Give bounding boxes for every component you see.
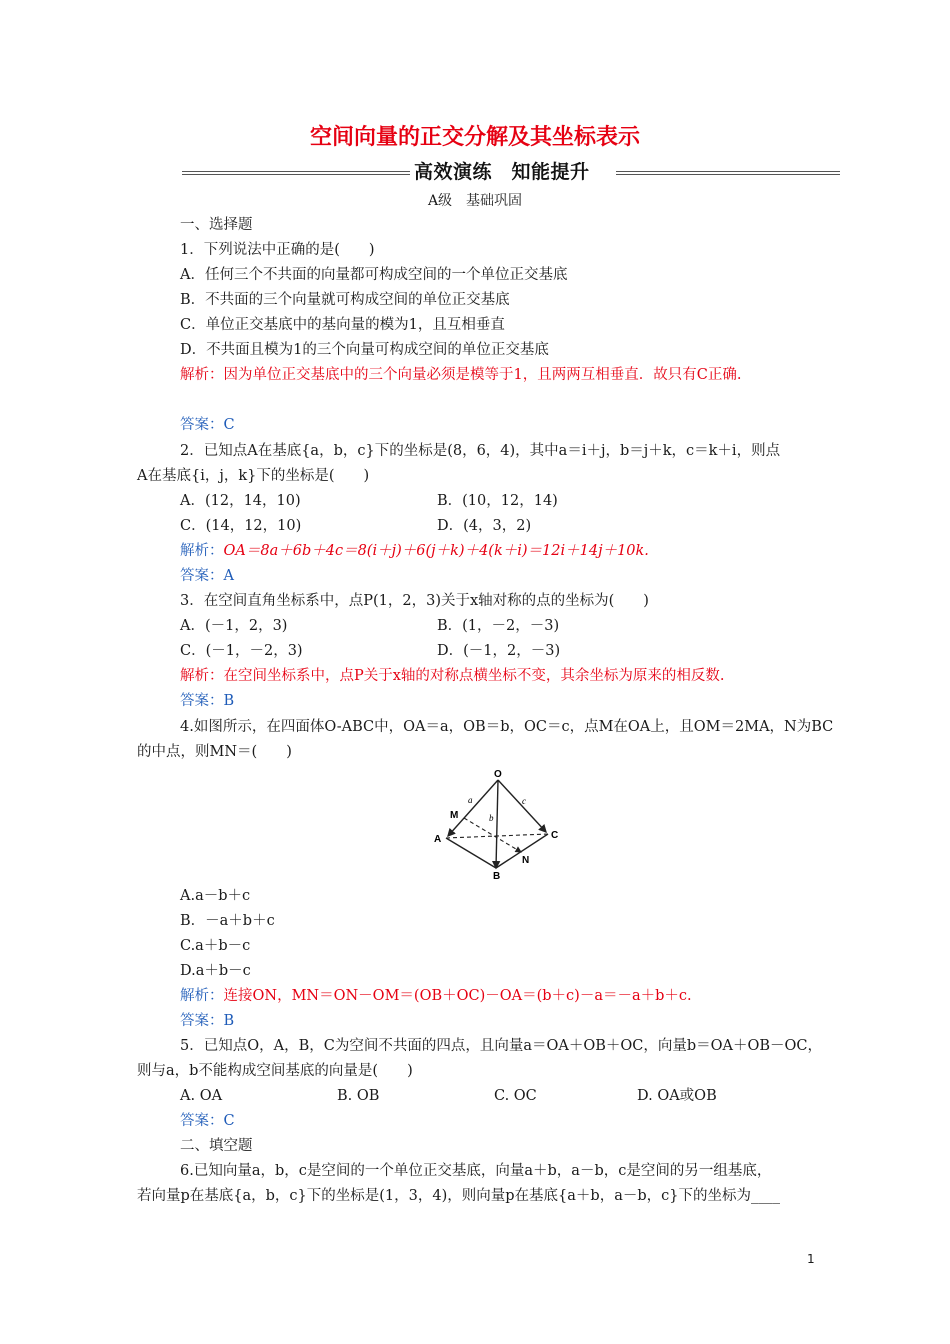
level-heading: A级 基础巩固 xyxy=(427,193,523,209)
q1-answer: 答案：C xyxy=(180,417,235,433)
q4-option-d: D.a＋b－c xyxy=(180,963,251,979)
page-title: 空间向量的正交分解及其坐标表示 xyxy=(309,125,640,150)
tetrahedron-figure xyxy=(430,768,570,880)
question-4-stem-cont: 的中点，则MN＝( ) xyxy=(137,744,292,760)
divider xyxy=(616,174,840,175)
question-5-stem: 5．已知点O，A，B，C为空间不共面的四点，且向量a＝OA＋OB＋OC，向量b＝OA＋OB－OC， xyxy=(180,1038,823,1054)
section-heading: 二、填空题 xyxy=(180,1138,253,1154)
question-2-stem-cont: A在基底{i，j，k}下的坐标是( ) xyxy=(137,468,370,484)
q5-option-b: B. OB xyxy=(337,1088,380,1104)
label-m: M xyxy=(450,810,459,821)
q1-option-b: B．不共面的三个向量就可构成空间的单位正交基底 xyxy=(180,292,510,308)
q1-analysis: 解析：因为单位正交基底中的三个向量必须是模等于1，且两两互相垂直．故只有C正确. xyxy=(180,367,742,383)
q5-option-c: C. OC xyxy=(494,1088,537,1104)
divider xyxy=(182,174,410,175)
label-o: O xyxy=(494,769,502,780)
question-4-stem: 4.如图所示，在四面体O-ABC中，OA＝a，OB＝b，OC＝c，点M在OA上，且OM＝2MA，N为BC xyxy=(180,719,834,735)
q4-analysis xyxy=(180,986,692,1006)
q2-analysis xyxy=(180,541,649,561)
q3-option-c: C．(－1，－2，3) xyxy=(180,643,303,659)
label-vec-c: c xyxy=(522,796,526,806)
q1-option-a: A．任何三个不共面的向量都可构成空间的一个单位正交基底 xyxy=(180,267,568,283)
q5-answer: 答案：C xyxy=(180,1113,235,1129)
divider xyxy=(182,171,410,172)
label-vec-b: b xyxy=(489,813,494,823)
q1-option-d: D．不共面且模为1的三个向量可构成空间的单位正交基底 xyxy=(180,342,549,358)
q2-option-b: B．(10，12，14) xyxy=(437,493,558,509)
label-a: A xyxy=(434,834,442,845)
q2-option-a: A．(12，14，10) xyxy=(180,493,301,509)
analysis-label: 解析： xyxy=(180,543,224,559)
q4-option-b: B．－a＋b＋c xyxy=(180,913,275,929)
q3-option-d: D．(－1，2，－3) xyxy=(437,643,561,659)
q2-option-c: C．(14，12，10) xyxy=(180,518,302,534)
q4-answer: 答案：B xyxy=(180,1013,235,1029)
edge-ob xyxy=(496,780,498,868)
label-vec-a: a xyxy=(468,795,473,805)
label-n: N xyxy=(522,855,530,866)
q3-option-b: B．(1，－2，－3) xyxy=(437,618,560,634)
subtitle: 高效演练 知能提升 xyxy=(414,161,590,183)
q3-option-a: A．(－1，2，3) xyxy=(180,618,288,634)
q2-answer: 答案：A xyxy=(180,568,234,584)
edge-oa xyxy=(448,780,498,836)
q4-option-a: A.a－b＋c xyxy=(180,888,251,904)
question-1-stem: 1．下列说法中正确的是( ) xyxy=(180,242,375,258)
analysis-body: 连接ON，MN＝ON－OM＝(OB＋OC)－OA＝(b＋c)－a＝－a＋b＋c. xyxy=(223,988,692,1004)
section-heading: 一、选择题 xyxy=(180,217,253,233)
edge-ab xyxy=(446,838,496,868)
q5-option-d: D. OA或OB xyxy=(637,1088,717,1104)
question-5-stem-cont: 则与a，b不能构成空间基底的向量是( ) xyxy=(137,1063,413,1079)
edge-oc xyxy=(498,780,546,832)
divider xyxy=(616,171,840,172)
question-6-stem-cont: 若向量p在基底{a，b，c}下的坐标是(1，3，4)，则向量p在基底{a＋b，a－b，c}下的坐标为____ xyxy=(137,1188,780,1204)
q4-option-c: C.a＋b－c xyxy=(180,938,251,954)
subtitle-banner xyxy=(182,157,840,187)
label-b: B xyxy=(493,871,501,880)
analysis-label: 解析： xyxy=(180,988,224,1004)
q3-analysis: 解析：在空间坐标系中，点P关于x轴的对称点横坐标不变，其余坐标为原来的相反数. xyxy=(180,668,725,684)
q2-option-d: D．(4，3，2) xyxy=(437,518,532,534)
analysis-body: OA＝8a＋6b＋4c＝8(i＋j)＋6(j＋k)＋4(k＋i)＝12i＋14j＋10k. xyxy=(223,543,649,559)
q3-answer: 答案：B xyxy=(180,693,235,709)
label-c: C xyxy=(551,830,559,841)
q1-option-c: C．单位正交基底中的基向量的模为1，且互相垂直 xyxy=(180,317,505,333)
question-3-stem: 3．在空间直角坐标系中，点P(1，2，3)关于x轴对称的点的坐标为( ) xyxy=(180,593,649,609)
question-6-stem: 6.已知向量a，b，c是空间的一个单位正交基底，向量a＋b，a－b，c是空间的另一组基底， xyxy=(180,1163,772,1179)
q5-option-a: A. OA xyxy=(180,1088,223,1104)
page-number: 1 xyxy=(807,1252,815,1266)
question-2-stem: 2．已知点A在基底{a，b，c}下的坐标是(8，6，4)，其中a＝i＋j，b＝j＋k，c＝k＋i，则点 xyxy=(180,443,781,459)
